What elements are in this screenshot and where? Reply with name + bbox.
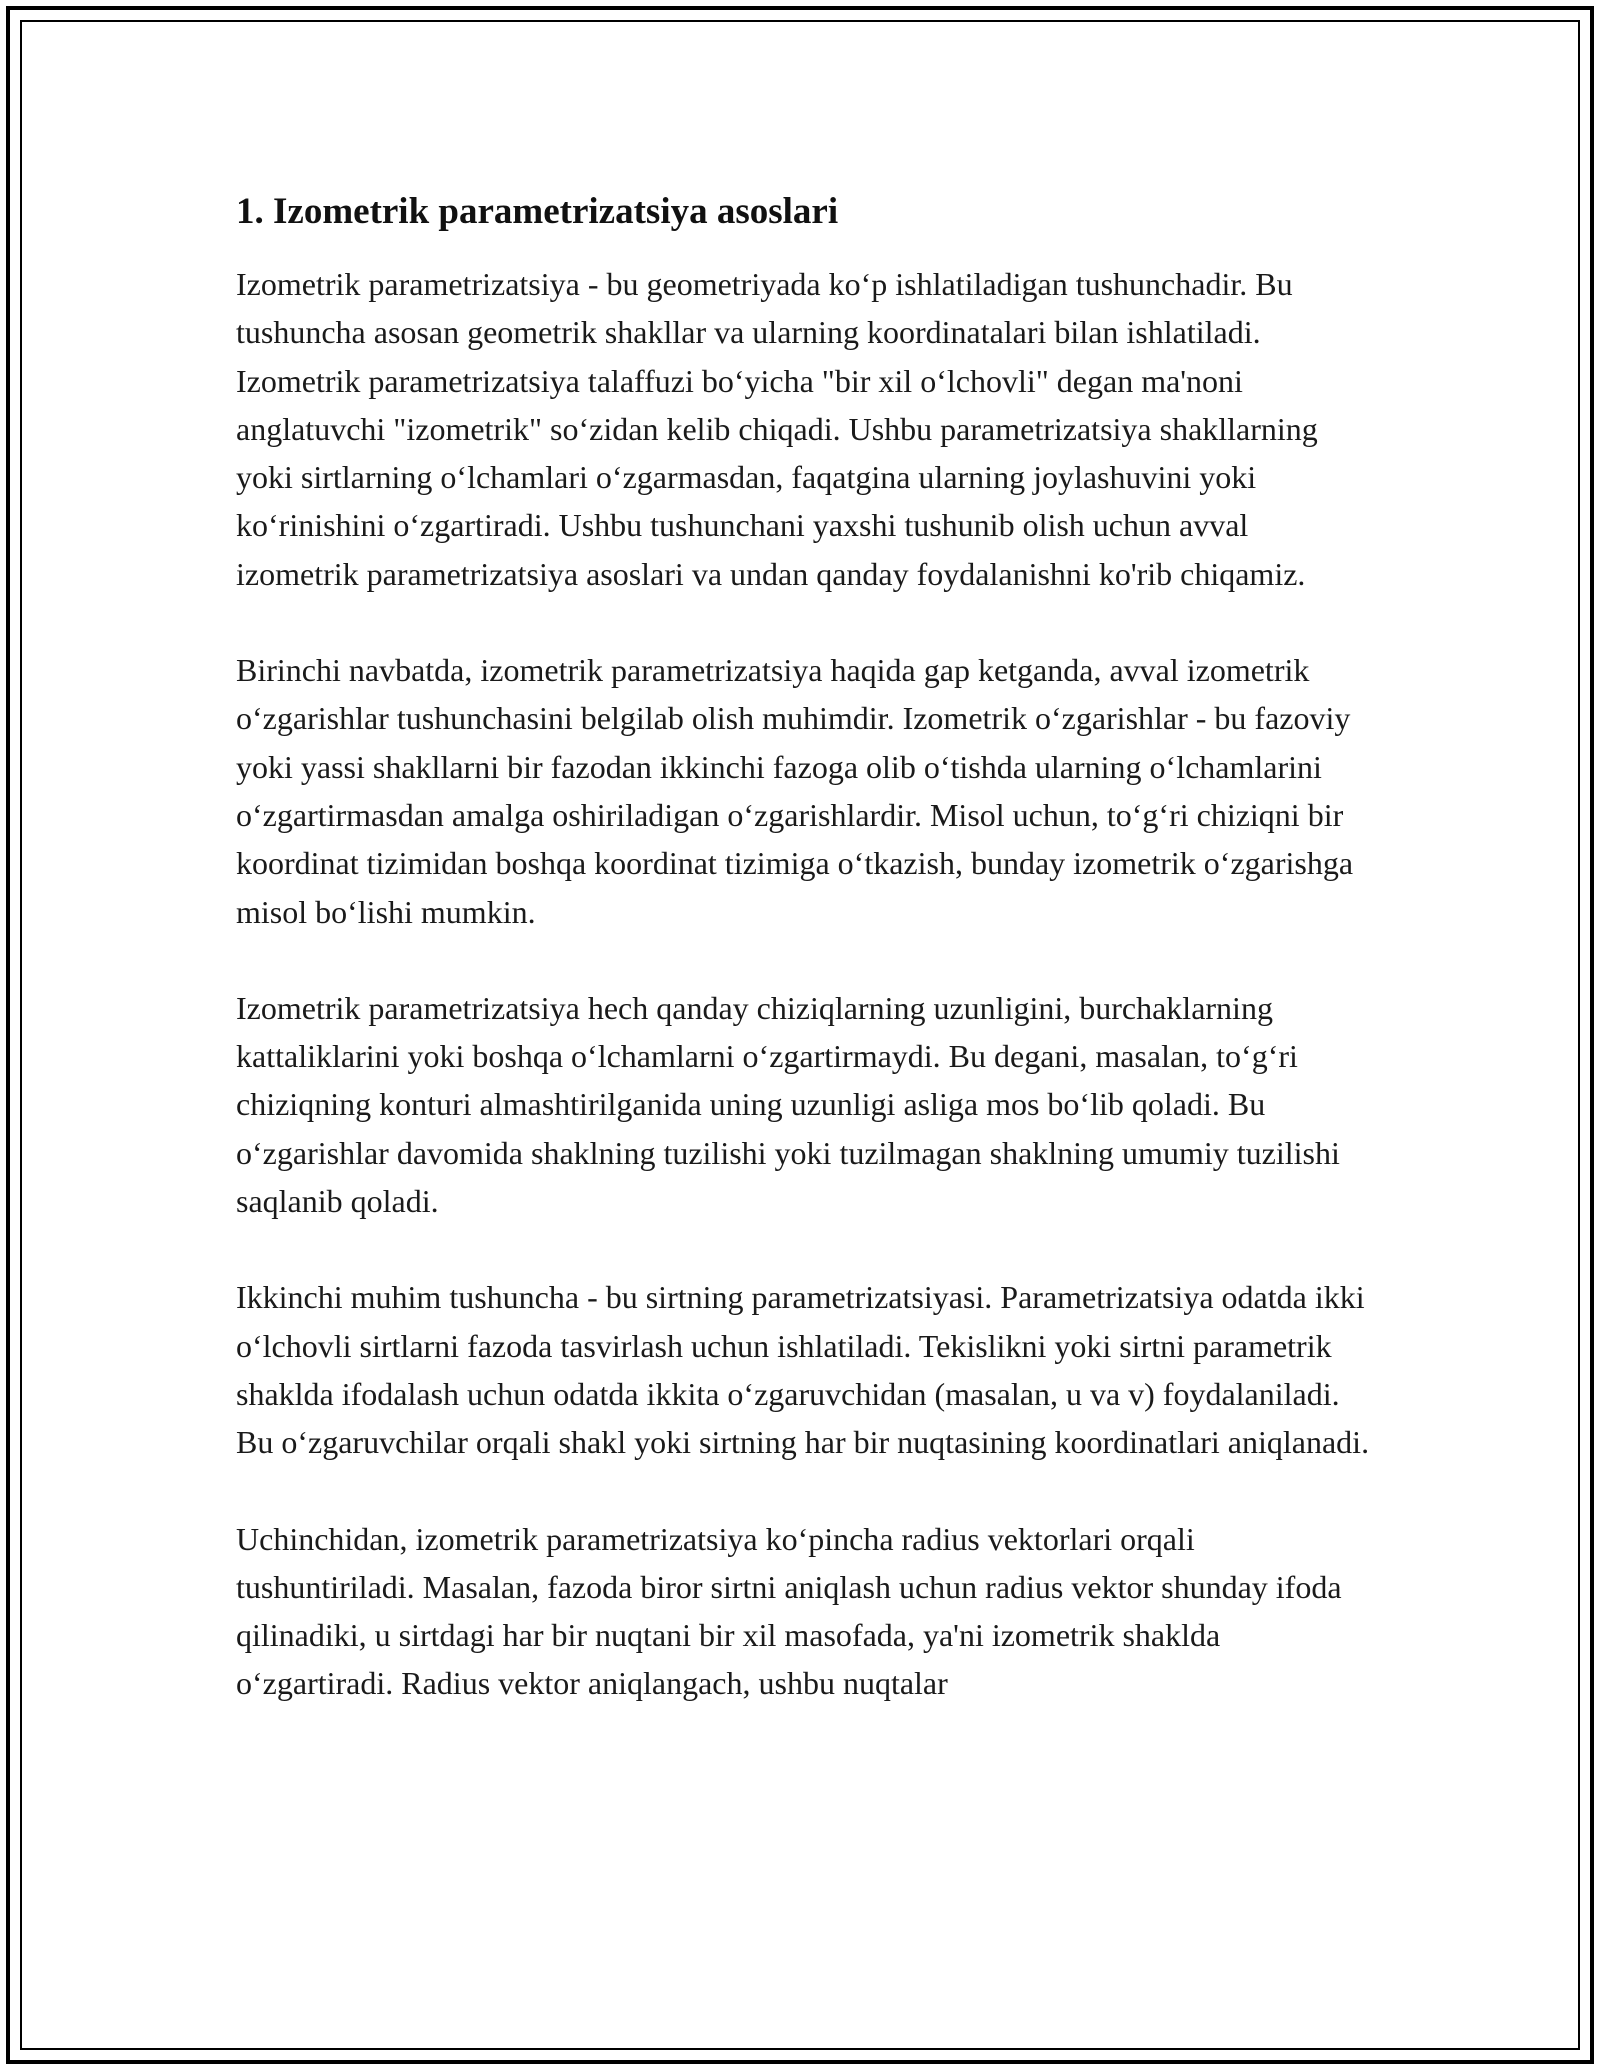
paragraph-2: Birinchi navbatda, izometrik parametrizatsiya haqida gap ketganda, avval izometrik o‘zgarishlar tushunchasini belgilab olish muhimdir. Izometrik o‘zgarishlar - bu fazoviy yoki yassi shakllarni bir fazodan ikkinchi fazoga olib o‘tishda ularning o‘lchamlarini o‘zgartirmasdan amalga oshiriladigan o‘zgarishlardir. Misol uchun, to‘g‘ri chiziqni bir koordinat tizimidan boshqa koordinat tizimiga o‘tkazish, bunday izometrik o‘zgarishga misol bo‘lishi mumkin.	[236, 652, 1354, 930]
section-heading: 1. Izometrik parametrizatsiya asoslari	[236, 191, 839, 232]
paragraph-3: Izometrik parametrizatsiya hech qanday chiziqlarning uzunligini, burchaklarning kattaliklarini yoki boshqa o‘lchamlarni o‘zgartirmaydi. Bu degani, masalan, to‘g‘ri chiziqning konturi almashtirilganida uning uzunligi asliga mos bo‘lib qoladi. Bu o‘zgarishlar davomida shaklning tuzilishi yoki tuzilmagan shaklning umumiy tuzilishi saqlanib qoladi.	[236, 989, 1340, 1220]
paragraph-4: Ikkinchi muhim tushuncha - bu sirtning parametrizatsiyasi. Parametrizatsiya odatda ikki o‘lchovli sirtlarni fazoda tasvirlash uchun ishlatiladi. Tekislikni yoki sirtni parametrik shaklda ifodalash uchun odatda ikkita o‘zgaruvchidan (masalan, u va v) foydalaniladi. Bu o‘zgaruvchilar orqali shakl yoki sirtning har bir nuqtasining koordinatlari aniqlanadi.	[236, 1279, 1370, 1461]
paragraph-1: Izometrik parametrizatsiya - bu geometriyada ko‘p ishlatiladigan tushunchadir. Bu tushuncha asosan geometrik shakllar va ularning koordinatalari bilan ishlatiladi. Izometrik parametrizatsiya talaffuzi bo‘yicha "bir xil o‘lchovli" degan ma'noni anglatuvchi "izometrik" so‘zidan kelib chiqadi. Ushbu parametrizatsiya shakllarning yoki sirtlarning o‘lchamlari o‘zgarmasdan, faqatgina ularning joylashuvini yoki ko‘rinishini o‘zgartiradi. Ushbu tushunchani yaxshi tushunib olish uchun avval izometrik parametrizatsiya asoslari va undan qanday foydalanishni ko'rib chiqamiz.	[236, 266, 1318, 592]
document-body	[236, 188, 1376, 1756]
paragraph-5: Uchinchidan, izometrik parametrizatsiya ko‘pincha radius vektorlari orqali tushuntiriladi. Masalan, fazoda biror sirtni aniqlash uchun radius vektor shunday ifoda qilinadiki, u sirtdagi har bir nuqtani bir xil masofada, ya'ni izometrik shaklda o‘zgartiradi. Radius vektor aniqlangach, ushbu nuqtalar	[236, 1520, 1342, 1702]
